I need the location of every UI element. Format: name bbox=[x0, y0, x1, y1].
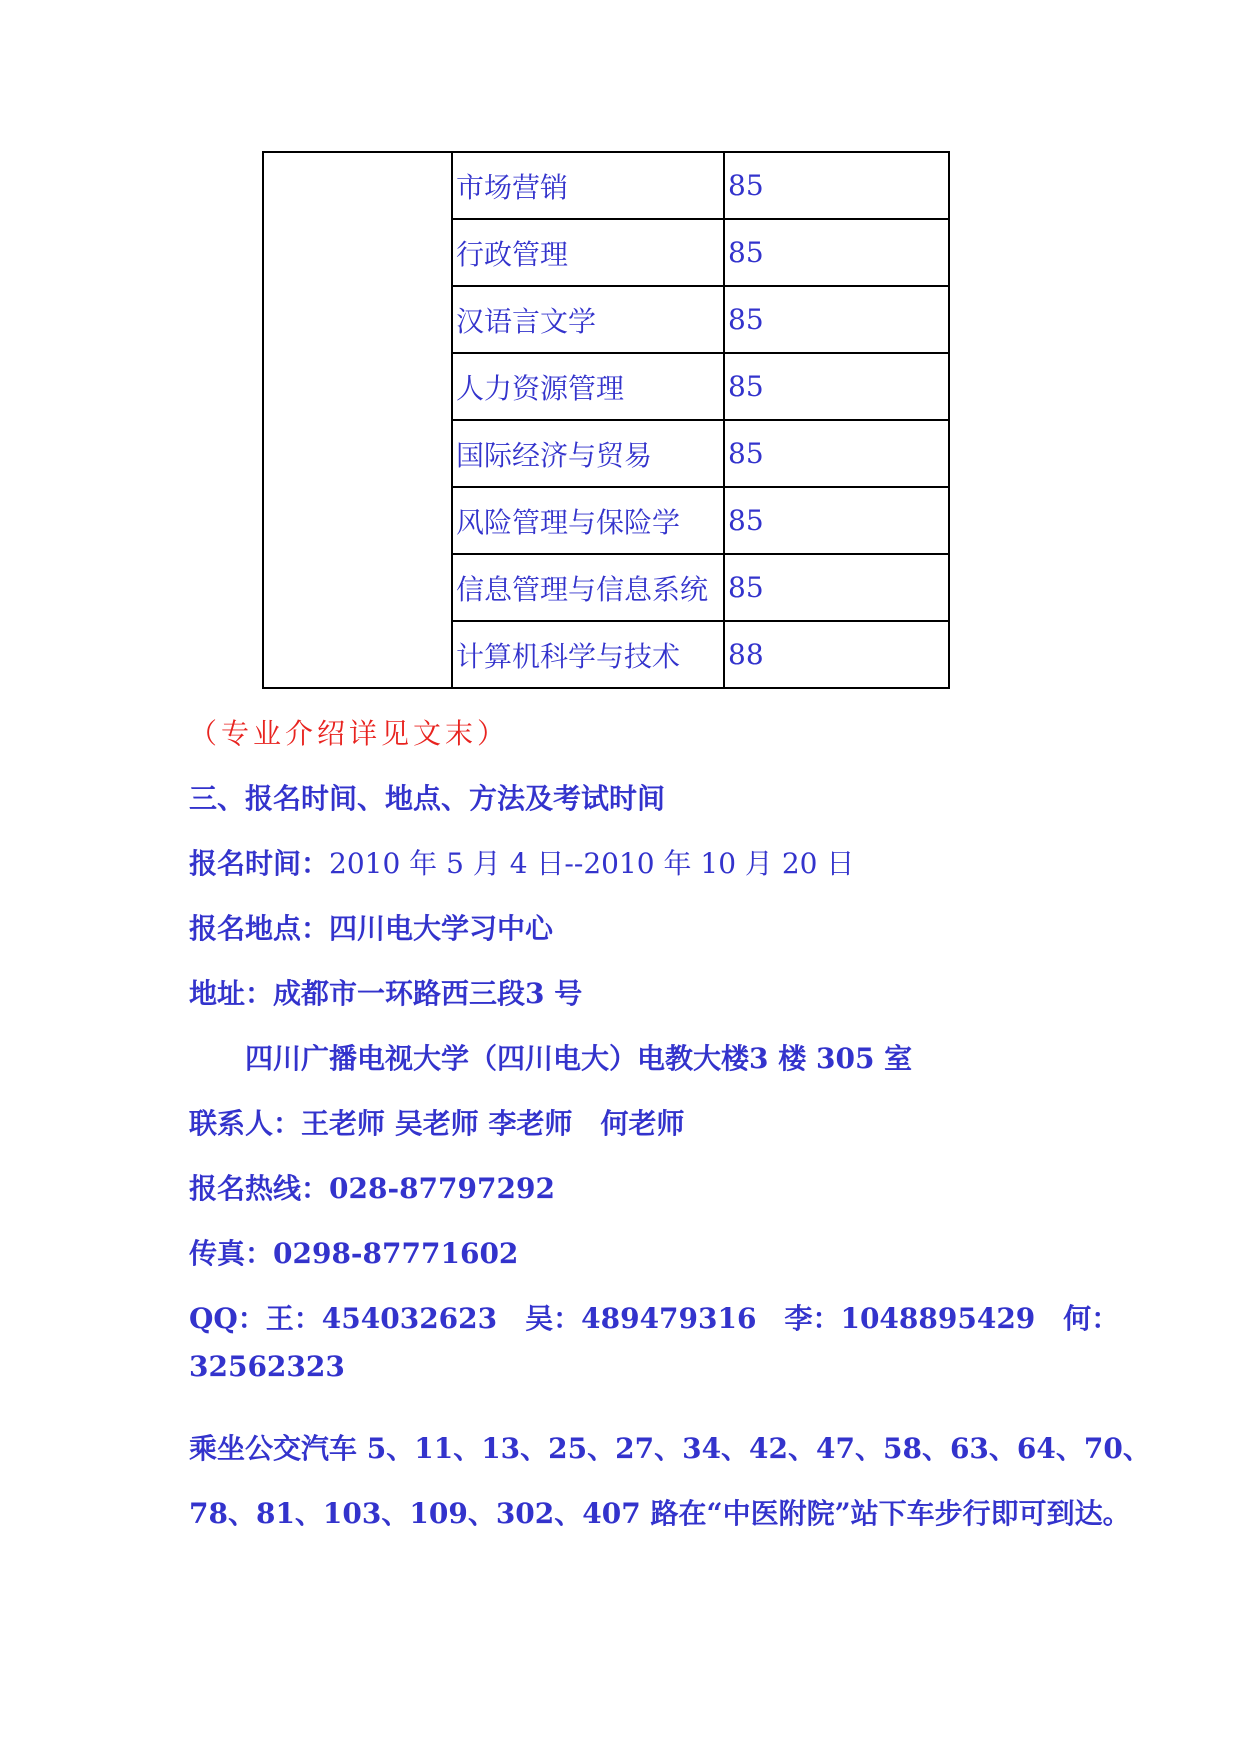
fax: 传真：0298-87771602 bbox=[189, 1237, 519, 1270]
address-line2: 四川广播电视大学（四川电大）电教大楼3 楼 305 室 bbox=[245, 1042, 913, 1075]
contacts: 联系人：王老师 吴老师 李老师 何老师 bbox=[189, 1107, 685, 1140]
majors-score-table bbox=[262, 151, 950, 689]
major-intro-note: （专业介绍详见文末） bbox=[189, 717, 510, 750]
score-cell: 85 bbox=[724, 353, 949, 420]
major-cell: 风险管理与保险学 bbox=[452, 487, 724, 554]
score-cell: 85 bbox=[724, 286, 949, 353]
registration-place: 报名地点：四川电大学习中心 bbox=[189, 912, 554, 945]
category-cell bbox=[263, 152, 452, 688]
score-cell: 85 bbox=[724, 554, 949, 621]
score-cell: 85 bbox=[724, 420, 949, 487]
major-cell: 市场营销 bbox=[452, 152, 724, 219]
qq-line-2: 32562323 bbox=[189, 1350, 345, 1383]
score-cell: 85 bbox=[724, 219, 949, 286]
registration-time-label: 报名时间： bbox=[189, 847, 330, 880]
table-row bbox=[263, 152, 949, 219]
score-cell: 85 bbox=[724, 152, 949, 219]
registration-time-value: 2010 年 5 月 4 日--2010 年 10 月 20 日 bbox=[329, 847, 855, 880]
score-cell: 85 bbox=[724, 487, 949, 554]
address: 地址：成都市一环路西三段3 号 bbox=[189, 977, 583, 1010]
major-cell: 汉语言文学 bbox=[452, 286, 724, 353]
major-cell: 国际经济与贸易 bbox=[452, 420, 724, 487]
major-cell: 人力资源管理 bbox=[452, 353, 724, 420]
qq-line-1: QQ：王：454032623 吴：489479316 李：1048895429 何： bbox=[189, 1302, 1120, 1335]
major-cell: 行政管理 bbox=[452, 219, 724, 286]
registration-time bbox=[189, 846, 854, 882]
score-cell: 88 bbox=[724, 621, 949, 688]
major-cell: 计算机科学与技术 bbox=[452, 621, 724, 688]
bus-line-2: 78、81、103、109、302、407 路在“中医附院”站下车步行即可到达。 bbox=[189, 1497, 1131, 1530]
major-cell: 信息管理与信息系统 bbox=[452, 554, 724, 621]
section-heading: 三、报名时间、地点、方法及考试时间 bbox=[189, 782, 666, 815]
hotline: 报名热线：028-87797292 bbox=[189, 1172, 555, 1205]
bus-line-1: 乘坐公交汽车 5、11、13、25、27、34、42、47、58、63、64、70、 bbox=[189, 1432, 1151, 1465]
